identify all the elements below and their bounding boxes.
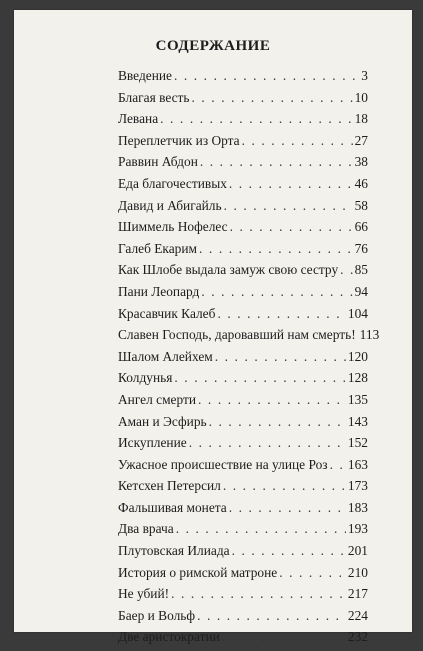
toc-entry-title: Красавчик Калеб [118, 305, 216, 321]
toc-entry [118, 219, 368, 241]
toc-entry-page: 10 [354, 89, 368, 105]
toc-entry-page: 38 [354, 154, 368, 170]
dot-leader [200, 154, 353, 170]
toc-entry-page: 201 [347, 543, 368, 559]
dot-leader [198, 392, 346, 408]
toc-entry-title: Колдунья [118, 370, 173, 386]
toc-entry-page: 94 [354, 283, 368, 299]
dot-leader [192, 90, 353, 106]
dot-leader [232, 543, 346, 559]
toc-entry [118, 435, 368, 457]
toc-entry [118, 586, 368, 608]
toc-entry [118, 284, 368, 306]
toc-entry-page: 135 [347, 391, 368, 407]
dot-leader [279, 565, 346, 581]
toc-entry-title: Пани Леопард [118, 283, 200, 299]
toc-entry-title: Давид и Абигайль [118, 197, 222, 213]
toc-entry [118, 500, 368, 522]
toc-entry-page: 66 [354, 219, 368, 235]
dot-leader [160, 111, 352, 127]
toc-entry-title: Раввин Абдон [118, 154, 198, 170]
toc-entry-title: Ужасное происшествие на улице Роз [118, 456, 328, 472]
book-page [14, 10, 412, 645]
toc-entry-title: Баер и Вольф [118, 607, 196, 623]
toc-entry-page: 193 [347, 521, 368, 537]
dot-leader [223, 478, 346, 494]
toc-entry-title: Еда благочестивых [118, 175, 227, 191]
toc-entry [118, 478, 368, 500]
toc-entry [118, 327, 380, 349]
toc-entry-page: 58 [354, 197, 368, 213]
toc-entry [118, 414, 368, 436]
toc-entry-title: Шиммель Нофелес [118, 219, 228, 235]
toc-entry-title: Две аристократии [118, 629, 220, 645]
toc-entry-title: Благая весть [118, 89, 190, 105]
dot-leader [224, 198, 353, 214]
toc-entry [118, 392, 368, 414]
toc-entry-page: 46 [354, 175, 368, 191]
toc-entry-title: Не убий! [118, 586, 170, 602]
toc-entry-title: Два врача [118, 521, 174, 537]
toc-entry-title: Ангел смерти [118, 391, 197, 407]
toc-entry-title: Славен Господь, даровавший нам смерть! [118, 327, 356, 343]
toc-entry-page: 173 [347, 478, 368, 494]
toc-entry [118, 521, 368, 543]
toc-entry-page: 120 [347, 348, 368, 364]
toc-entry-page: 76 [354, 240, 368, 256]
toc-entry-title: Левана [118, 111, 159, 127]
toc-entry-page: 217 [347, 586, 368, 602]
dot-leader [215, 349, 346, 365]
toc-entry-page: 143 [347, 413, 368, 429]
dot-leader [199, 241, 353, 257]
dot-leader [174, 370, 346, 386]
toc-entry-page: 18 [354, 111, 368, 127]
dot-leader [209, 414, 346, 430]
toc-entry-title: Шалом Алейхем [118, 348, 213, 364]
dot-leader [330, 457, 346, 473]
toc-entry-title: Плутовская Илиада [118, 543, 230, 559]
toc-entry [118, 543, 368, 565]
toc-entry-title: Введение [118, 68, 172, 83]
toc-entry [118, 176, 368, 198]
toc-entry [118, 608, 368, 630]
dot-leader [229, 500, 346, 516]
toc-entry [118, 349, 368, 371]
dot-leader [222, 629, 346, 645]
toc-entry [118, 565, 368, 587]
dot-leader [201, 284, 352, 300]
toc-entry-page: 128 [347, 370, 368, 386]
dot-leader [217, 306, 345, 322]
toc-entry [118, 111, 368, 133]
toc-entry [118, 133, 368, 155]
toc-entry [118, 90, 368, 112]
dot-leader [174, 68, 359, 84]
toc-entry-title: История о римской матроне [118, 564, 278, 580]
toc-entry-page: 210 [347, 564, 368, 580]
dot-leader [230, 219, 353, 235]
toc-entry-page: 3 [361, 68, 368, 83]
toc-entry [118, 154, 368, 176]
toc-entry-title: Фальшивая монета [118, 499, 227, 515]
toc-entry [118, 629, 368, 651]
toc-entry-page: 183 [347, 499, 368, 515]
toc-entry-title: Галеб Екарим [118, 240, 198, 256]
toc-entry-page: 27 [354, 132, 368, 148]
dot-leader [171, 586, 346, 602]
toc-entry [118, 198, 368, 220]
toc-entry-title: Аман и Эсфирь [118, 413, 207, 429]
toc-entry-page: 104 [347, 305, 368, 321]
toc-entry-page: 152 [347, 435, 368, 451]
toc-entry [118, 457, 368, 479]
dot-leader [340, 262, 352, 278]
toc-entry-page: 85 [354, 262, 368, 278]
toc-entry-title: Искупление [118, 435, 187, 451]
toc-entry [118, 241, 368, 263]
toc-entry-page: 163 [347, 456, 368, 472]
toc-entry [118, 306, 368, 328]
table-of-contents [118, 68, 380, 651]
dot-leader [176, 521, 346, 537]
dot-leader [242, 133, 353, 149]
dot-leader [229, 176, 353, 192]
toc-entry [118, 68, 368, 90]
toc-entry-title: Переплетчик из Орта [118, 132, 240, 148]
dot-leader [197, 608, 346, 624]
toc-entry [118, 370, 368, 392]
toc-entry-page: 232 [347, 629, 368, 645]
toc-entry-page: 224 [347, 607, 368, 623]
toc-entry-title: Кетсхен Петерсил [118, 478, 221, 494]
toc-entry-title: Как Шлобе выдала замуж свою сестру [118, 262, 339, 278]
toc-entry-page: 113 [359, 327, 380, 343]
dot-leader [189, 435, 346, 451]
toc-entry [118, 262, 368, 284]
page-title: СОДЕРЖАНИЕ [155, 38, 271, 54]
